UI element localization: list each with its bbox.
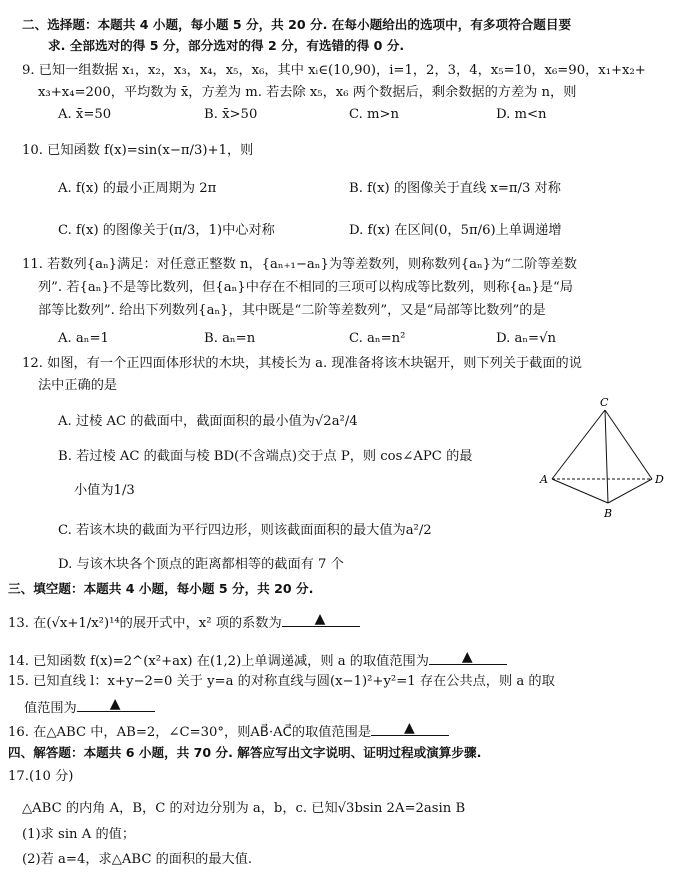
answer-marker-icon: ▲ [461, 649, 473, 665]
q12-option-c: C. 若该木块的截面为平行四边形，则该截面面积的最大值为a²/2 [58, 523, 432, 538]
vertex-label-a: A [540, 473, 548, 486]
q11-line3: 部等比数列”. 给出下列数列{aₙ}，其中既是“二阶等差数列”，又是“局部等比数列”的是 [38, 303, 546, 318]
edge-cb [605, 410, 608, 503]
q14-answer-blank [429, 650, 507, 665]
vertex-label-b: B [604, 507, 613, 520]
q11-line2: 列”. 若{aₙ}不是等比数列，但{aₙ}中存在不相同的三项可以构成等比数列，则称{aₙ}是“局 [38, 280, 573, 295]
edge-ab [552, 479, 608, 503]
q11-option-c: C. aₙ=n² [349, 331, 406, 346]
section4-heading: 四、解答题：本题共 6 小题，共 70 分. 解答应写出文字说明、证明过程或演算步骤. [8, 745, 482, 760]
q15-line2 [24, 697, 155, 718]
section2-heading-line2: 求. 全部选对的得 5 分，部分选对的得 2 分，有选错的得 0 分. [48, 38, 405, 53]
q17-line1: △ABC 的内角 A，B，C 的对边分别为 a，b，c. 已知√3bsin 2A=2asin B [22, 801, 466, 816]
q12-option-d: D. 与该木块各个顶点的距离都相等的截面有 7 个 [58, 557, 344, 572]
answer-marker-icon: ▲ [314, 611, 326, 627]
vertex-label-c: C [600, 396, 609, 409]
q16-line [8, 721, 449, 742]
q13-text: 13. 在(√x+1/x²)¹⁴的展开式中，x² 项的系数为 [8, 616, 282, 631]
q15-line1: 15. 已知直线 l：x+y−2=0 关于 y=a 的对称直线与圆(x−1)²+y²=1 存在公共点，则 a 的取 [8, 674, 555, 689]
q17-part1: (1)求 sin A 的值； [22, 827, 136, 842]
q14-text: 14. 已知函数 f(x)=2^(x²+ax) 在(1,2)上单调递减，则 a 的取值范围为 [8, 654, 429, 669]
q11-option-b: B. aₙ=n [204, 331, 256, 346]
q16-answer-blank [371, 721, 449, 736]
q11-option-a: A. aₙ=1 [58, 331, 109, 346]
q17-part2: (2)若 a=4，求△ABC 的面积的最大值. [22, 852, 253, 867]
q12-option-b-line1: B. 若过棱 AC 的截面与棱 BD(不含端点)交于点 P，则 cos∠APC 的最 [58, 449, 473, 464]
vertex-label-d: D [655, 473, 664, 486]
answer-marker-icon: ▲ [109, 696, 121, 712]
q15-answer-blank [77, 697, 155, 712]
q12-line2: 法中正确的是 [38, 378, 118, 393]
q9-option-c: C. m>n [349, 107, 400, 122]
edge-cd [605, 410, 652, 479]
q10-option-a: A. f(x) 的最小正周期为 2π [58, 181, 217, 196]
q11-option-d: D. aₙ=√n [496, 331, 557, 346]
q9-line1: 9. 已知一组数据 x₁，x₂，x₃，x₄，x₅，x₆，其中 xᵢ∈(10,90)，i=1，2，3，4，x₅=10，x₆=90，x₁+x₂+ [22, 63, 646, 78]
q10-option-d: D. f(x) 在区间(0，5π/6)上单调递增 [349, 223, 562, 238]
q9-option-b: B. x̄>50 [204, 107, 258, 122]
edge-db [608, 479, 652, 503]
q10-option-c: C. f(x) 的图像关于(π/3，1)中心对称 [58, 223, 275, 238]
q17-head: 17.(10 分) [8, 769, 74, 784]
q13-line [8, 612, 360, 633]
q15-text: 值范围为 [24, 701, 77, 716]
q9-option-d: D. m<n [496, 107, 547, 122]
section3-heading: 三、填空题：本题共 4 小题，每小题 5 分，共 20 分. [8, 581, 314, 596]
answer-marker-icon: ▲ [404, 720, 415, 736]
q12-line1: 12. 如图，有一个正四面体形状的木块，其棱长为 a. 现准备将该木块锯开，则下列关于截面的说 [22, 356, 582, 371]
edge-ca [552, 410, 605, 479]
section2-heading-line1: 二、选择题：本题共 4 小题，每小题 5 分，共 20 分. 在每小题给出的选项中，有多项符合题目要 [22, 17, 572, 32]
q9-option-a: A. x̄=50 [58, 107, 112, 122]
q12-option-b-line2: 小值为1/3 [74, 483, 135, 498]
q14-line [8, 650, 507, 671]
q12-option-a: A. 过棱 AC 的截面中，截面面积的最小值为√2a²/4 [58, 414, 358, 429]
q16-text: 16. 在△ABC 中，AB=2，∠C=30°，则AB⃗·AC⃗的取值范围是 [8, 725, 372, 740]
tetrahedron-diagram [538, 396, 668, 526]
q10-stem: 10. 已知函数 f(x)=sin(x−π/3)+1，则 [22, 143, 254, 158]
q9-line2: x₃+x₄=200，平均数为 x̄，方差为 m. 若去除 x₅，x₆ 两个数据后，剩余数据的方差为 n，则 [38, 85, 577, 100]
q10-option-b: B. f(x) 的图像关于直线 x=π/3 对称 [349, 181, 561, 196]
q11-line1: 11. 若数列{aₙ}满足：对任意正整数 n，{aₙ₊₁−aₙ}为等差数列，则称数列{aₙ}为“二阶等差数 [22, 257, 577, 272]
q13-answer-blank [282, 612, 360, 627]
